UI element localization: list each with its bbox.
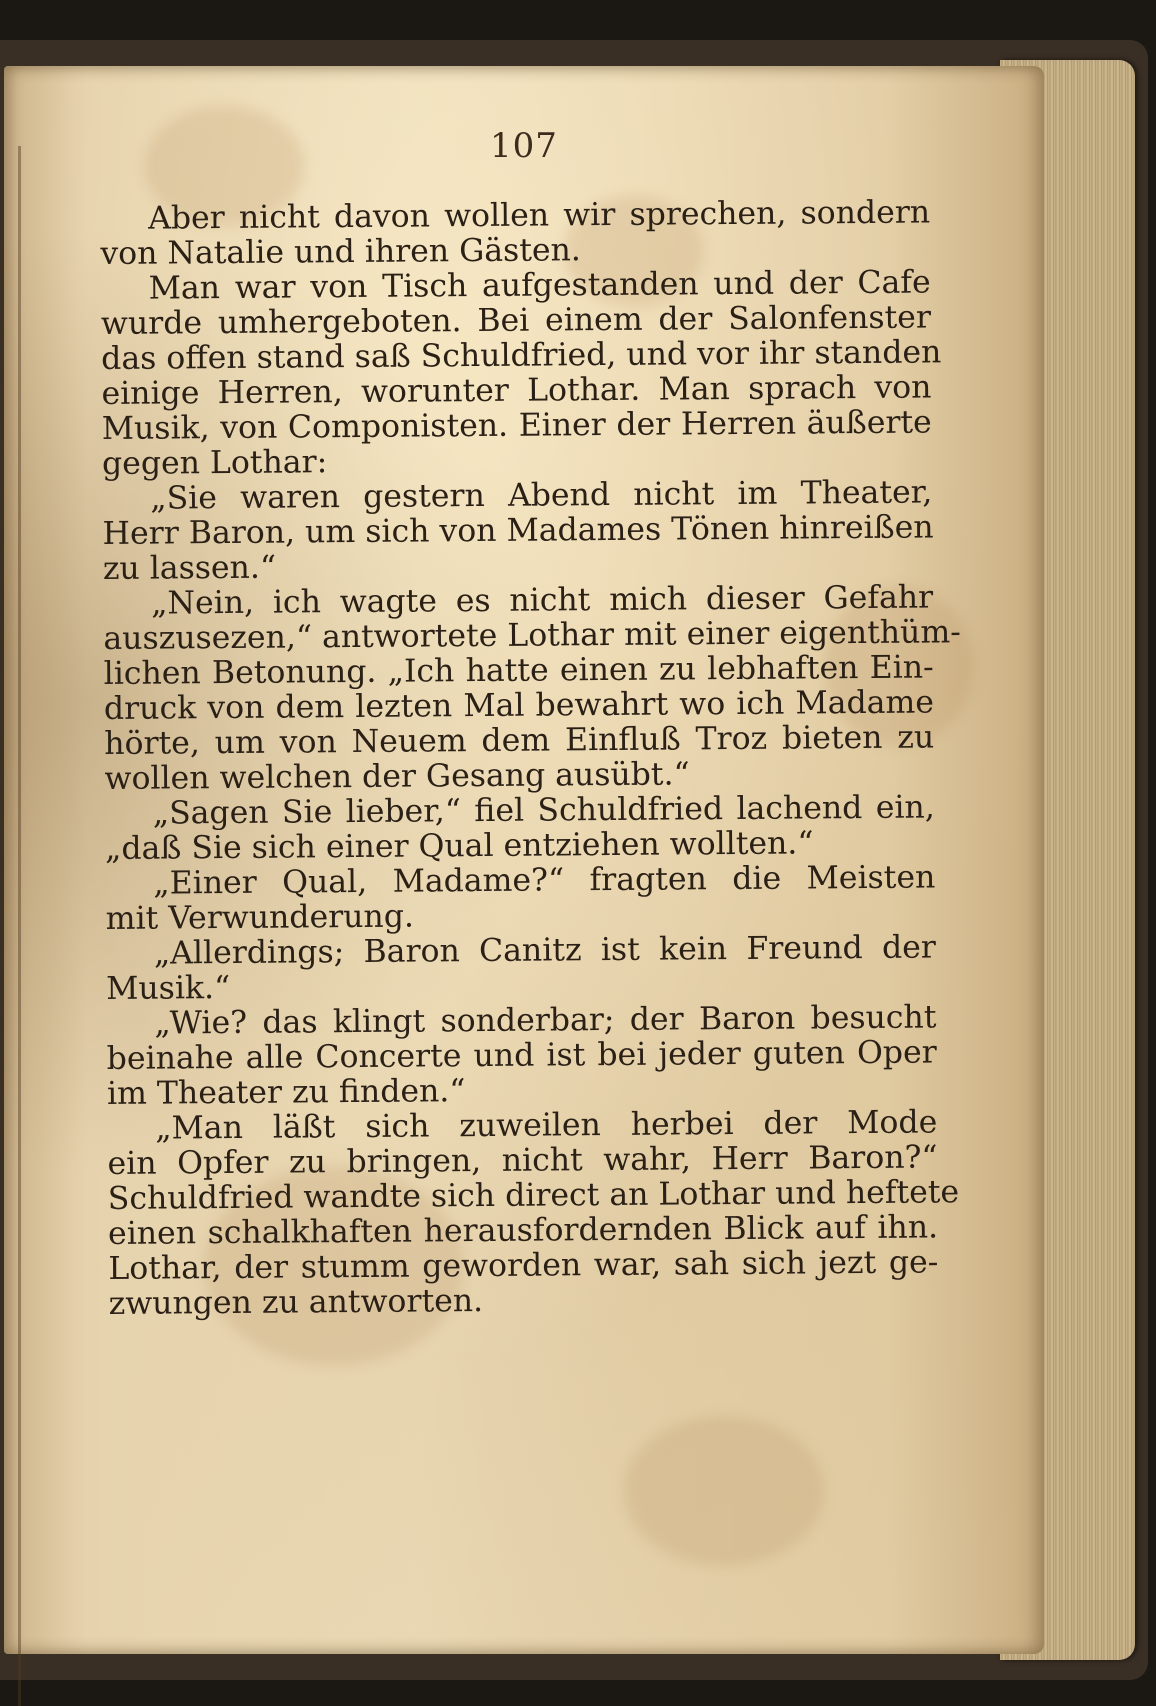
text-line: hörte, um von Neuem dem Einfluß Troz bieten zu: [104, 719, 935, 762]
text-line: zwungen zu antworten.: [108, 1283, 484, 1322]
text-line: einen schalkhaften herausfordernden Blick auf ihn.: [107, 1209, 939, 1252]
text-line: Man war von Tisch aufgestanden und der Cafe: [148, 264, 931, 307]
text-line: Musik.“: [106, 970, 231, 1007]
page-gutter: [18, 146, 21, 1706]
text-line: beinahe alle Concerte und ist bei jeder guten Oper: [106, 1034, 937, 1077]
text-line: wollen welchen der Gesang ausübt.“: [104, 756, 690, 797]
text-line: druck von dem lezten Mal bewahrt wo ich Madame: [103, 684, 935, 727]
text-line: wurde umhergeboten. Bei einem der Salonfenster: [100, 299, 932, 342]
text-line: einige Herren, worunter Lothar. Man sprach von: [101, 369, 932, 412]
text-line: „Allerdings; Baron Canitz ist kein Freund der: [153, 929, 937, 972]
text-line: zu lassen.“: [102, 549, 277, 587]
text-line: Aber nicht davon wollen wir sprechen, sondern: [147, 194, 931, 237]
text-line: „Man läßt sich zuweilen herbei der Mode: [155, 1104, 938, 1147]
body-text: [100, 194, 962, 1322]
text-line: gegen Lothar:: [101, 444, 328, 482]
text-line: Schuldfried wandte sich direct an Lothar und heftete: [107, 1174, 960, 1217]
text-line: „Sie waren gestern Abend nicht im Theater,: [150, 474, 933, 517]
text-line: Herr Baron, um sich von Madames Tönen hinreißen: [102, 509, 934, 552]
text-line: „Wie? das klingt sonderbar; der Baron besucht: [154, 999, 937, 1042]
text-line: „Einer Qual, Madame?“ fragten die Meisten: [153, 859, 936, 902]
book-page: [4, 66, 1044, 1654]
text-line: „Nein, ich wagte es nicht mich dieser Gefahr: [151, 579, 934, 622]
text-line: „daß Sie sich einer Qual entziehen wollten.“: [104, 825, 814, 867]
text-line: auszusezen,“ antwortete Lothar mit einer eigenthüm-: [103, 614, 962, 657]
text-line: „Sagen Sie lieber,“ fiel Schuldfried lachend ein,: [152, 789, 935, 832]
text-line: das offen stand saß Schuldfried, und vor ihr standen: [101, 334, 942, 377]
paper-stain: [624, 1416, 824, 1566]
text-line: im Theater zu finden.“: [106, 1073, 466, 1112]
text-line: ein Opfer zu bringen, nicht wahr, Herr Baron?“: [107, 1139, 938, 1182]
text-line: Musik, von Componisten. Einer der Herren äußerte: [101, 404, 932, 447]
text-line: mit Verwunderung.: [105, 898, 415, 937]
text-line: Lothar, der stumm geworden war, sah sich jezt ge-: [108, 1244, 939, 1287]
text-line: lichen Betonung. „Ich hatte einen zu lebhaften Ein-: [103, 649, 934, 692]
page-number: 107: [490, 126, 558, 166]
text-line: von Natalie und ihren Gästen.: [100, 232, 582, 272]
